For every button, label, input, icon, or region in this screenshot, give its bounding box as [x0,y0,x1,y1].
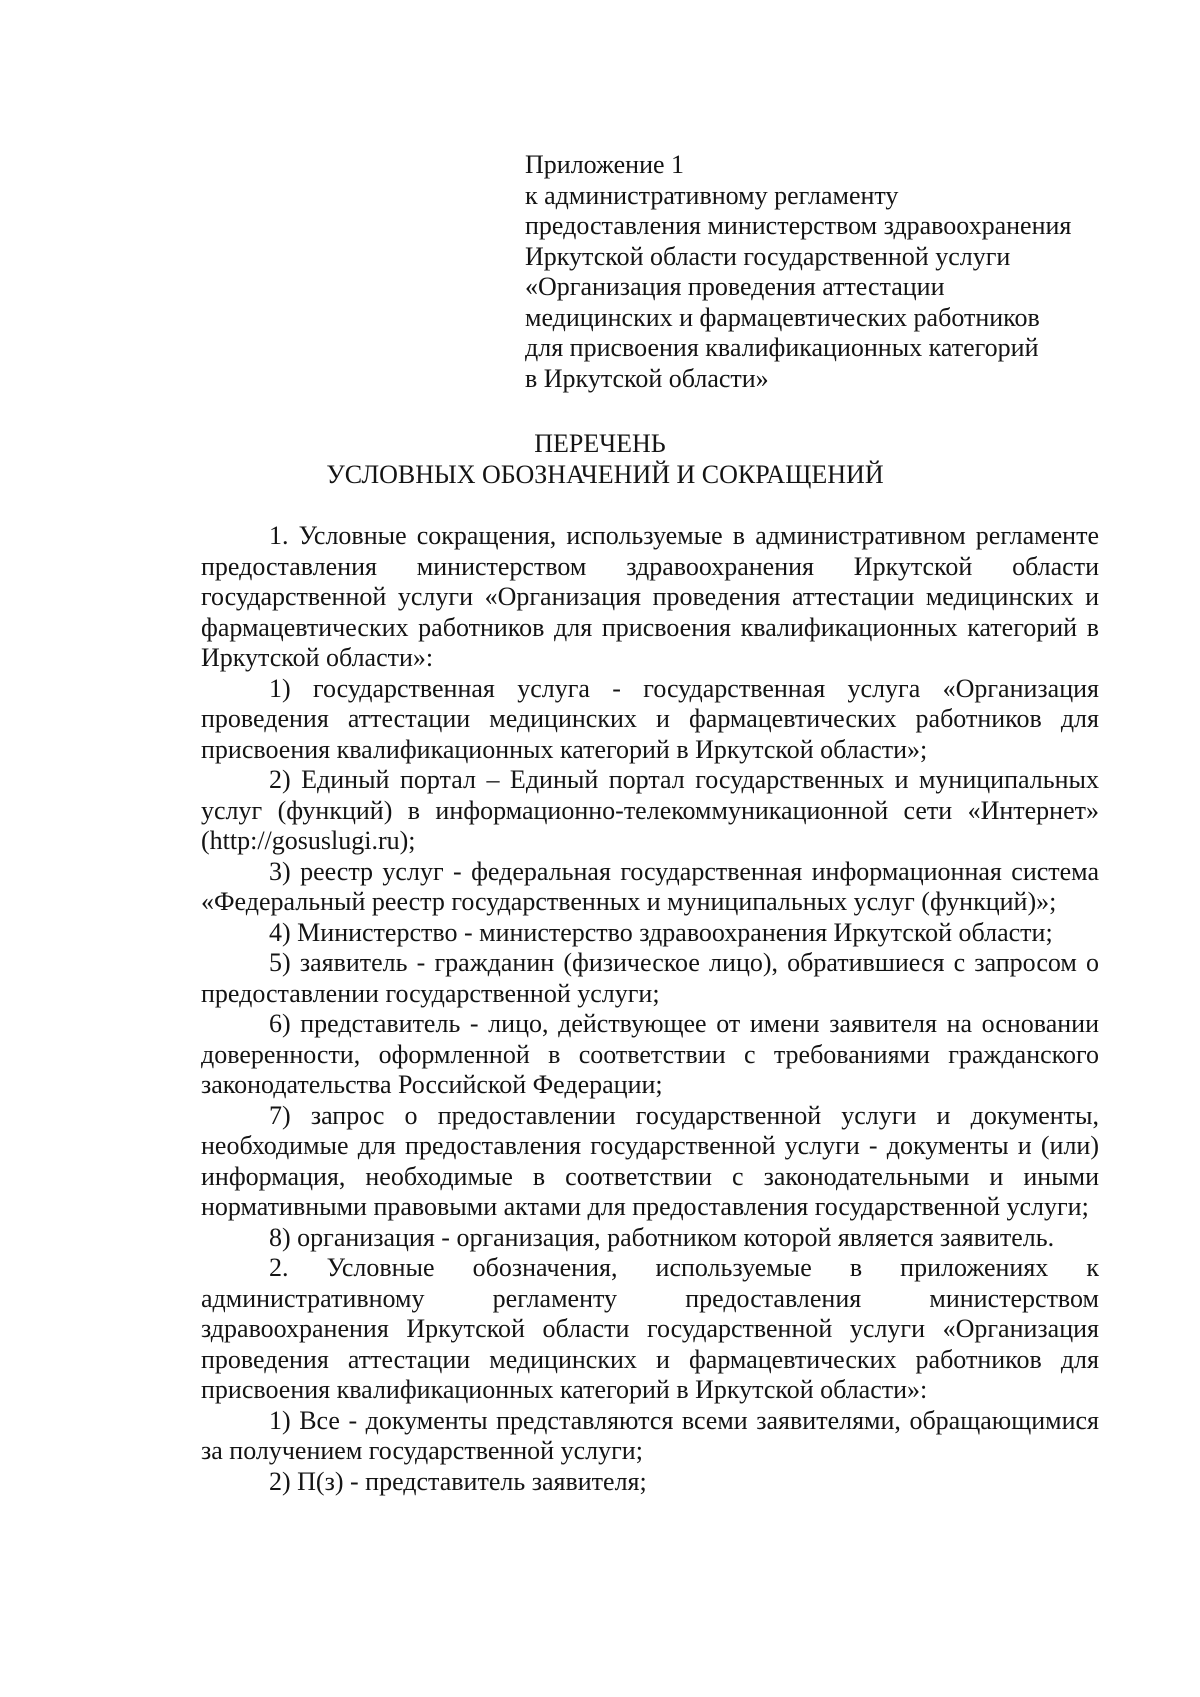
document-body [201,521,1099,1497]
appendix-line: Приложение 1 [525,150,685,179]
list-item: 7) запрос о предоставлении государственной услуги и документы, необходимые для предоставления государственной услуги - документы и (или) информация, необходимые в соответствии с законодательными и иными нормативными правовыми актами для предоставления государственной услуги; [201,1100,1099,1221]
list-item: 8) организация - организация, работником которой является заявитель. [269,1222,1055,1252]
title-line-1: ПЕРЕЧЕНЬ [534,429,666,458]
section-1-intro: 1. Условные сокращения, используемые в административном регламенте предоставления министерством здравоохранения Иркутской области государственной услуги «Организация проведения аттестации медицинских и фармацевтических работников для присвоения квалификационных категорий в Иркутской области»: [201,521,1099,672]
appendix-line: к административному регламенту [525,180,899,210]
appendix-line: медицинских и фармацевтических работников [525,302,1040,332]
list-item: 4) Министерство - министерство здравоохранения Иркутской области; [269,917,1053,947]
appendix-line: в Иркутской области» [525,363,769,393]
title-line-2: УСЛОВНЫХ ОБОЗНАЧЕНИЙ И СОКРАЩЕНИЙ [326,460,884,489]
document-title [0,428,1200,490]
appendix-line: «Организация проведения аттестации [525,272,945,301]
list-item: 6) представитель - лицо, действующее от имени заявителя на основании доверенности, оформленной в соответствии с требованиями гражданского законодательства Российской Федерации; [201,1009,1099,1099]
appendix-line: Иркутской области государственной услуги [525,241,1011,271]
list-item: 2) Единый портал – Единый портал государственных и муниципальных услуг (функций) в информационно-телекоммуникационной сети «Интернет» (http://gosuslugi.ru); [201,765,1099,855]
appendix-line: для присвоения квалификационных категорий [525,333,1039,362]
section-2-intro: 2. Условные обозначения, используемые в приложениях к административному регламенту предоставления министерством здравоохранения Иркутской области государственной услуги «Организация проведения аттестации медицинских и фармацевтических работников для присвоения квалификационных категорий в Иркутской области»: [201,1253,1099,1404]
list-item: 3) реестр услуг - федеральная государственная информационная система «Федеральный реестр государственных и муниципальных услуг (функций)»; [201,856,1099,916]
appendix-line: предоставления министерством здравоохранения [525,211,1072,240]
list-item: 5) заявитель - гражданин (физическое лицо), обратившиеся с запросом о предоставлении государственной услуги; [201,948,1099,1008]
list-item: 1) Все - документы представляются всеми заявителями, обращающимися за получением государственной услуги; [201,1405,1099,1465]
appendix-header [525,150,1125,394]
list-item: 2) П(з) - представитель заявителя; [269,1466,647,1496]
list-item: 1) государственная услуга - государственная услуга «Организация проведения аттестации медицинских и фармацевтических работников для присвоения квалификационных категорий в Иркутской области»; [201,673,1099,764]
